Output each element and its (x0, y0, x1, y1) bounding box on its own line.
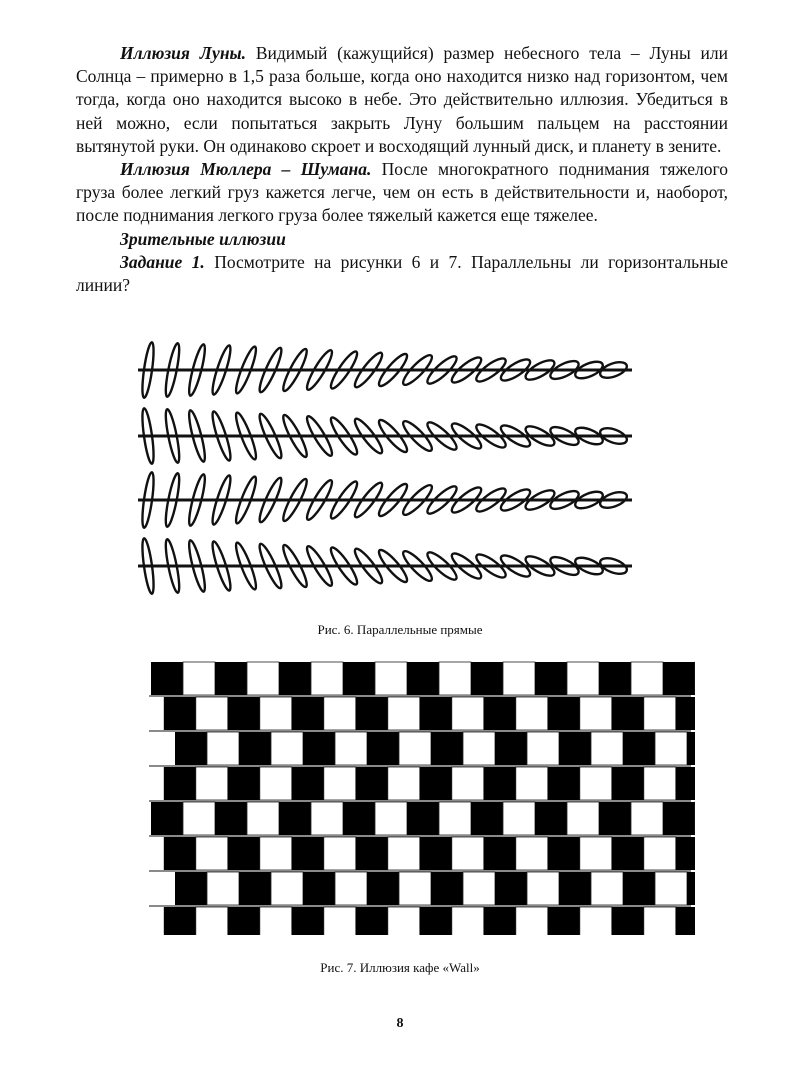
light-tile (463, 872, 495, 905)
light-tile (516, 907, 548, 935)
dark-tile (367, 732, 399, 765)
light-tile (631, 802, 663, 835)
figure6-caption: Рис. 6. Параллельные прямые (317, 622, 483, 637)
parallel-line-row (138, 408, 632, 465)
light-tile (644, 837, 676, 870)
dark-tile (535, 802, 567, 835)
cafe-wall-row (151, 802, 695, 835)
dark-tile (420, 697, 452, 730)
light-tile (452, 837, 484, 870)
light-tile (580, 837, 612, 870)
dark-tile (484, 907, 516, 935)
light-tile (516, 697, 548, 730)
dark-tile (471, 802, 503, 835)
light-tile (324, 697, 356, 730)
dark-tile (471, 662, 503, 695)
dark-tile (431, 872, 463, 905)
subheading-visual-illusions: Зрительные иллюзии (120, 228, 286, 249)
light-tile (388, 837, 420, 870)
dark-tile (343, 802, 375, 835)
dark-tile (548, 767, 580, 800)
light-tile (388, 697, 420, 730)
light-tile (655, 872, 687, 905)
figure-cafe-wall (145, 660, 695, 935)
dark-tile (407, 802, 439, 835)
light-tile (567, 802, 599, 835)
light-tile (580, 697, 612, 730)
dark-tile (484, 837, 516, 870)
cafe-wall-row (175, 732, 695, 765)
light-tile (644, 697, 676, 730)
dark-tile (687, 732, 695, 765)
light-tile (335, 732, 367, 765)
light-tile (196, 767, 228, 800)
light-tile (260, 767, 292, 800)
light-tile (183, 662, 215, 695)
light-tile (452, 907, 484, 935)
light-tile (335, 872, 367, 905)
muller-schumann-text: После многократного поднимания тяжелого груза более легкий груз кажется легче, чем он есть в действительности и, наоборот, после поднимания легкого груза более тяжелый кажется еще тяжелее. (76, 159, 728, 226)
light-tile (655, 732, 687, 765)
dark-tile (292, 767, 324, 800)
dark-tile (420, 907, 452, 935)
light-tile (271, 872, 303, 905)
dark-tile (292, 907, 324, 935)
dark-tile (559, 872, 591, 905)
light-tile (375, 802, 407, 835)
light-tile (260, 837, 292, 870)
dark-tile (228, 767, 260, 800)
dark-tile (228, 907, 260, 935)
light-tile (247, 802, 279, 835)
mortar-line (149, 800, 691, 802)
dark-tile (676, 767, 695, 800)
light-tile (644, 767, 676, 800)
dark-tile (279, 662, 311, 695)
figure-parallel-lines (120, 340, 650, 600)
dark-tile (676, 697, 695, 730)
dark-tile (623, 732, 655, 765)
dark-tile (151, 662, 183, 695)
cafe-wall-row (164, 837, 695, 870)
dark-tile (612, 907, 644, 935)
dark-tile (164, 907, 196, 935)
dark-tile (215, 662, 247, 695)
light-tile (463, 732, 495, 765)
dark-tile (303, 732, 335, 765)
dark-tile (676, 837, 695, 870)
dark-tile (495, 732, 527, 765)
light-tile (452, 697, 484, 730)
paragraph-moon-illusion (76, 42, 728, 158)
term-moon-illusion: Иллюзия Луны. (120, 43, 247, 63)
light-tile (516, 837, 548, 870)
dark-tile (407, 662, 439, 695)
dark-tile (292, 697, 324, 730)
light-tile (196, 837, 228, 870)
dark-tile (484, 767, 516, 800)
page-number: 8 (396, 1016, 404, 1031)
task-label: Задание 1. (120, 251, 205, 272)
light-tile (439, 662, 471, 695)
light-tile (527, 732, 559, 765)
light-tile (503, 802, 535, 835)
light-tile (207, 872, 239, 905)
dark-tile (676, 907, 695, 935)
dark-tile (431, 732, 463, 765)
dark-tile (535, 662, 567, 695)
cafe-wall-row (175, 872, 695, 905)
parallel-line-row (138, 538, 632, 595)
light-tile (644, 907, 676, 935)
light-tile (324, 767, 356, 800)
dark-tile (164, 697, 196, 730)
dark-tile (599, 662, 631, 695)
dark-tile (279, 802, 311, 835)
dark-tile (420, 767, 452, 800)
dark-tile (599, 802, 631, 835)
light-tile (247, 662, 279, 695)
dark-tile (215, 802, 247, 835)
dark-tile (356, 837, 388, 870)
dark-tile (420, 837, 452, 870)
dark-tile (343, 662, 375, 695)
dark-tile (239, 872, 271, 905)
light-tile (399, 872, 431, 905)
dark-tile (175, 732, 207, 765)
moon-illusion-text: Видимый (кажущийся) размер небесного тела – Луны или Солнца – примерно в 1,5 раза больше, когда оно находится низко над горизонтом, чем тогда, когда оно находится высоко в небе. Это действительно иллюзия. Убедиться в ней можно, если попытаться закрыть Луну большим пальцем на расстоянии вытянутой руки. Он одинаково скроет и восходящий лунный диск, и планету в зените. (76, 43, 729, 156)
light-tile (388, 907, 420, 935)
parallel-line-row (138, 472, 632, 529)
light-tile (439, 802, 471, 835)
dark-tile (164, 837, 196, 870)
dark-tile (303, 872, 335, 905)
dark-tile (356, 907, 388, 935)
dark-tile (164, 767, 196, 800)
dark-tile (612, 697, 644, 730)
dark-tile (559, 732, 591, 765)
light-tile (260, 907, 292, 935)
light-tile (591, 732, 623, 765)
dark-tile (663, 802, 695, 835)
light-tile (260, 697, 292, 730)
task-text: Посмотрите на рисунки 6 и 7. Параллельны ли горизонтальные линии? (76, 251, 728, 296)
light-tile (183, 802, 215, 835)
light-tile (452, 767, 484, 800)
term-muller-schumann: Иллюзия Мюллера – Шумана. (120, 159, 372, 180)
light-tile (580, 907, 612, 935)
light-tile (567, 662, 599, 695)
dark-tile (548, 697, 580, 730)
light-tile (375, 662, 407, 695)
light-tile (580, 767, 612, 800)
light-tile (311, 662, 343, 695)
cafe-wall-row (151, 662, 695, 695)
dark-tile (623, 872, 655, 905)
light-tile (591, 872, 623, 905)
dark-tile (356, 767, 388, 800)
light-tile (311, 802, 343, 835)
paragraph-muller-schumann (76, 158, 728, 228)
dark-tile (292, 837, 324, 870)
light-tile (196, 907, 228, 935)
body-text (76, 42, 728, 297)
light-tile (503, 662, 535, 695)
light-tile (324, 907, 356, 935)
dark-tile (495, 872, 527, 905)
light-tile (207, 732, 239, 765)
cafe-wall-row (164, 767, 695, 800)
light-tile (324, 837, 356, 870)
dark-tile (239, 732, 271, 765)
light-tile (399, 732, 431, 765)
figure7-caption: Рис. 7. Иллюзия кафе «Wall» (320, 960, 480, 975)
dark-tile (612, 767, 644, 800)
dark-tile (228, 697, 260, 730)
dark-tile (612, 837, 644, 870)
dark-tile (548, 837, 580, 870)
light-tile (388, 767, 420, 800)
light-tile (631, 662, 663, 695)
dark-tile (356, 697, 388, 730)
dark-tile (175, 872, 207, 905)
light-tile (196, 697, 228, 730)
parallel-line-row (138, 342, 632, 399)
paragraph-task-1 (76, 251, 728, 297)
light-tile (271, 732, 303, 765)
dark-tile (367, 872, 399, 905)
dark-tile (228, 837, 260, 870)
dark-tile (484, 697, 516, 730)
dark-tile (687, 872, 695, 905)
light-tile (516, 767, 548, 800)
dark-tile (548, 907, 580, 935)
cafe-wall-row (164, 697, 695, 730)
dark-tile (151, 802, 183, 835)
light-tile (527, 872, 559, 905)
cafe-wall-row (164, 907, 695, 935)
dark-tile (663, 662, 695, 695)
